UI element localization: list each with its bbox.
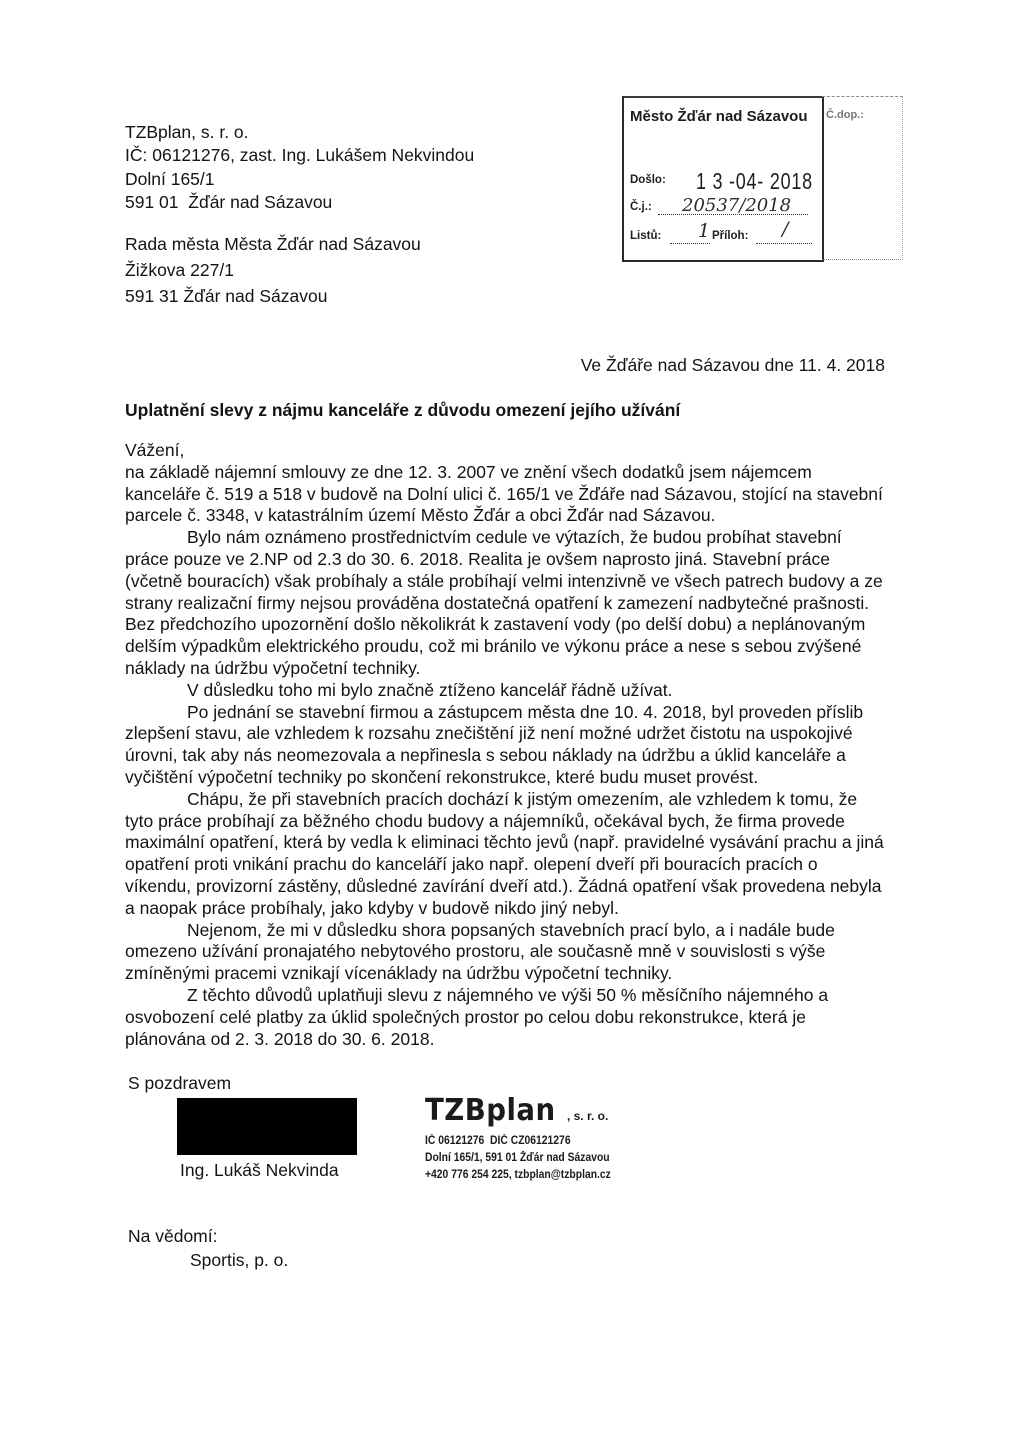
intake-stamp-side bbox=[822, 96, 903, 260]
received-date: 1 3 -04- 2018 bbox=[696, 168, 813, 194]
side-label: Č.dop.: bbox=[826, 109, 864, 121]
received-label: Došlo: bbox=[630, 174, 666, 186]
company-stamp-ids: IČ 06121276 DIČ CZ06121276 bbox=[425, 1135, 571, 1148]
company-stamp-brand-row bbox=[425, 1094, 655, 1133]
intake-stamp-main bbox=[622, 96, 824, 262]
body-paragraph: V důsledku toho mi bylo značně ztíženo kancelář řádně užívat. bbox=[187, 679, 673, 700]
cc-recipient: Sportis, p. o. bbox=[190, 1250, 289, 1271]
sheets-label: Listů: bbox=[630, 230, 662, 242]
recipient-city: 591 31 Žďár nad Sázavou bbox=[125, 286, 328, 306]
body-paragraph: Bylo nám oznámeno prostřednictvím cedule ve výtazích, že budou probíhat stavební práce pouze ve 2.NP od 2.3 do 30. 6. 2018. Realita je ovšem naprosto jiná. Stavební práce (včetně bouracích) však probíhaly a stále probíhají velmi intenzivně ve všech patrech budovy a ze strany realizační firmy nejsou prováděna dostatečná opatření k zamezení nadbytečné prašnosti. Bez předchozího upozornění došlo několikrát k zastavení vody (po delší dobu) a neplánovaným delším výpadkům elektrického proudu, což mi bránilo ve výkonu práce a nese s sebou zvýšené náklady na údržbu výpočetní techniky. bbox=[125, 527, 883, 678]
company-stamp-contact: +420 776 254 225, tzbplan@tzbplan.cz bbox=[425, 1169, 611, 1182]
signatory-name: Ing. Lukáš Nekvinda bbox=[180, 1160, 339, 1181]
ref-label: Č.j.: bbox=[630, 201, 652, 213]
sheets-value: 1 bbox=[698, 220, 711, 242]
subject-heading: Uplatnění slevy z nájmu kanceláře z důvodu omezení jejího užívání bbox=[125, 400, 681, 420]
sheets-dotted-line bbox=[670, 243, 710, 244]
closing: S pozdravem bbox=[128, 1073, 232, 1094]
cc-label: Na vědomí: bbox=[128, 1226, 218, 1247]
body-paragraph: na základě nájemní smlouvy ze dne 12. 3. 2007 ve znění všech dodatků jsem nájemcem kanceláře č. 519 a 518 v budově na Dolní ulici č. 165/1 ve Žďáře nad Sázavou, stojící na stavební parcele č. 3348, v katastrálním území Město Žďár a obci Žďár nad Sázavou. bbox=[125, 461, 883, 526]
body-paragraph: Z těchto důvodů uplatňuji slevu z nájemného ve výši 50 % měsíčního nájemného a osvobození celé platby za úklid společných prostor po celou dobu rekonstrukce, která je plánována od 2. 3. 2018 do 30. 6. 2018. bbox=[125, 984, 829, 1049]
salutation: Vážení, bbox=[125, 440, 185, 460]
redacted-signature bbox=[177, 1098, 357, 1155]
sender-city: 591 01 Žďár nad Sázavou bbox=[125, 192, 333, 213]
letter-body bbox=[125, 399, 887, 1276]
sender-street: Dolní 165/1 bbox=[125, 168, 215, 189]
sender-block bbox=[125, 121, 474, 215]
attachments-dotted-line bbox=[756, 243, 812, 244]
body-paragraph: Chápu, že při stavebních pracích dochází k jistým omezením, ale vzhledem k tomu, že tyto práce probíhají za běžného chodu budovy a nájemníků, očekával bych, že firma provede maximální opatření, která by vedla k eliminaci těchto jevů (např. pravidelné vysávání prachu a jiná opatření proti vnikání prachu do kanceláří jako např. olepení dveří při bouracích pracích o víkendu, provizorní zástěny, důsledné zavírání dveří atd.). Žádná opatření však provedena nebyla a naopak práce probíhaly, jako kdyby v budově nikdo jiný nebyl. bbox=[125, 788, 884, 918]
company-stamp-brand: TZBplan bbox=[425, 1093, 556, 1129]
recipient-name: Rada města Města Žďár nad Sázavou bbox=[125, 234, 421, 254]
intake-stamp bbox=[622, 96, 905, 262]
attachments-value: / bbox=[782, 218, 789, 240]
ref-value: 20537/2018 bbox=[682, 195, 792, 216]
company-stamp-address: Dolní 165/1, 591 01 Žďár nad Sázavou bbox=[425, 1152, 610, 1165]
body-paragraph: Po jednání se stavební firmou a zástupcem města dne 10. 4. 2018, byl proveden příslib zlepšení stavu, ale vzhledem k rozsahu znečištění již není možné udržet čistotu na uspokojivé úrovni, tak aby nás neomezovala a nepřinesla s sebou náklady na údržbu a úklid kanceláře a vyčištění výpočetní techniky po skončení rekonstrukce, které budu muset provést. bbox=[125, 701, 864, 787]
date-line: Ve Žďáře nad Sázavou dne 11. 4. 2018 bbox=[580, 355, 885, 375]
attachments-label: Příloh: bbox=[712, 230, 749, 242]
recipient-block bbox=[125, 231, 421, 309]
body-paragraph: Nejenom, že mi v důsledku shora popsaných stavebních prací bylo, a i nadále bude omezeno užívání pronajatého nebytového prostoru, ale současně mně v souvislosti s výše zmíněnými pracemi vznikají vícenáklady na údržbu výpočetní techniky. bbox=[125, 919, 835, 984]
sender-id-line: IČ: 06121276, zast. Ing. Lukášem Nekvindou bbox=[125, 145, 475, 166]
company-stamp-suffix: , s. r. o. bbox=[566, 1109, 609, 1124]
recipient-street: Žižkova 227/1 bbox=[125, 260, 234, 280]
signature-area bbox=[125, 1094, 887, 1276]
intake-office: Město Žďár nad Sázavou bbox=[630, 108, 808, 125]
company-stamp bbox=[425, 1094, 655, 1184]
sender-name: TZBplan, s. r. o. bbox=[125, 122, 249, 142]
